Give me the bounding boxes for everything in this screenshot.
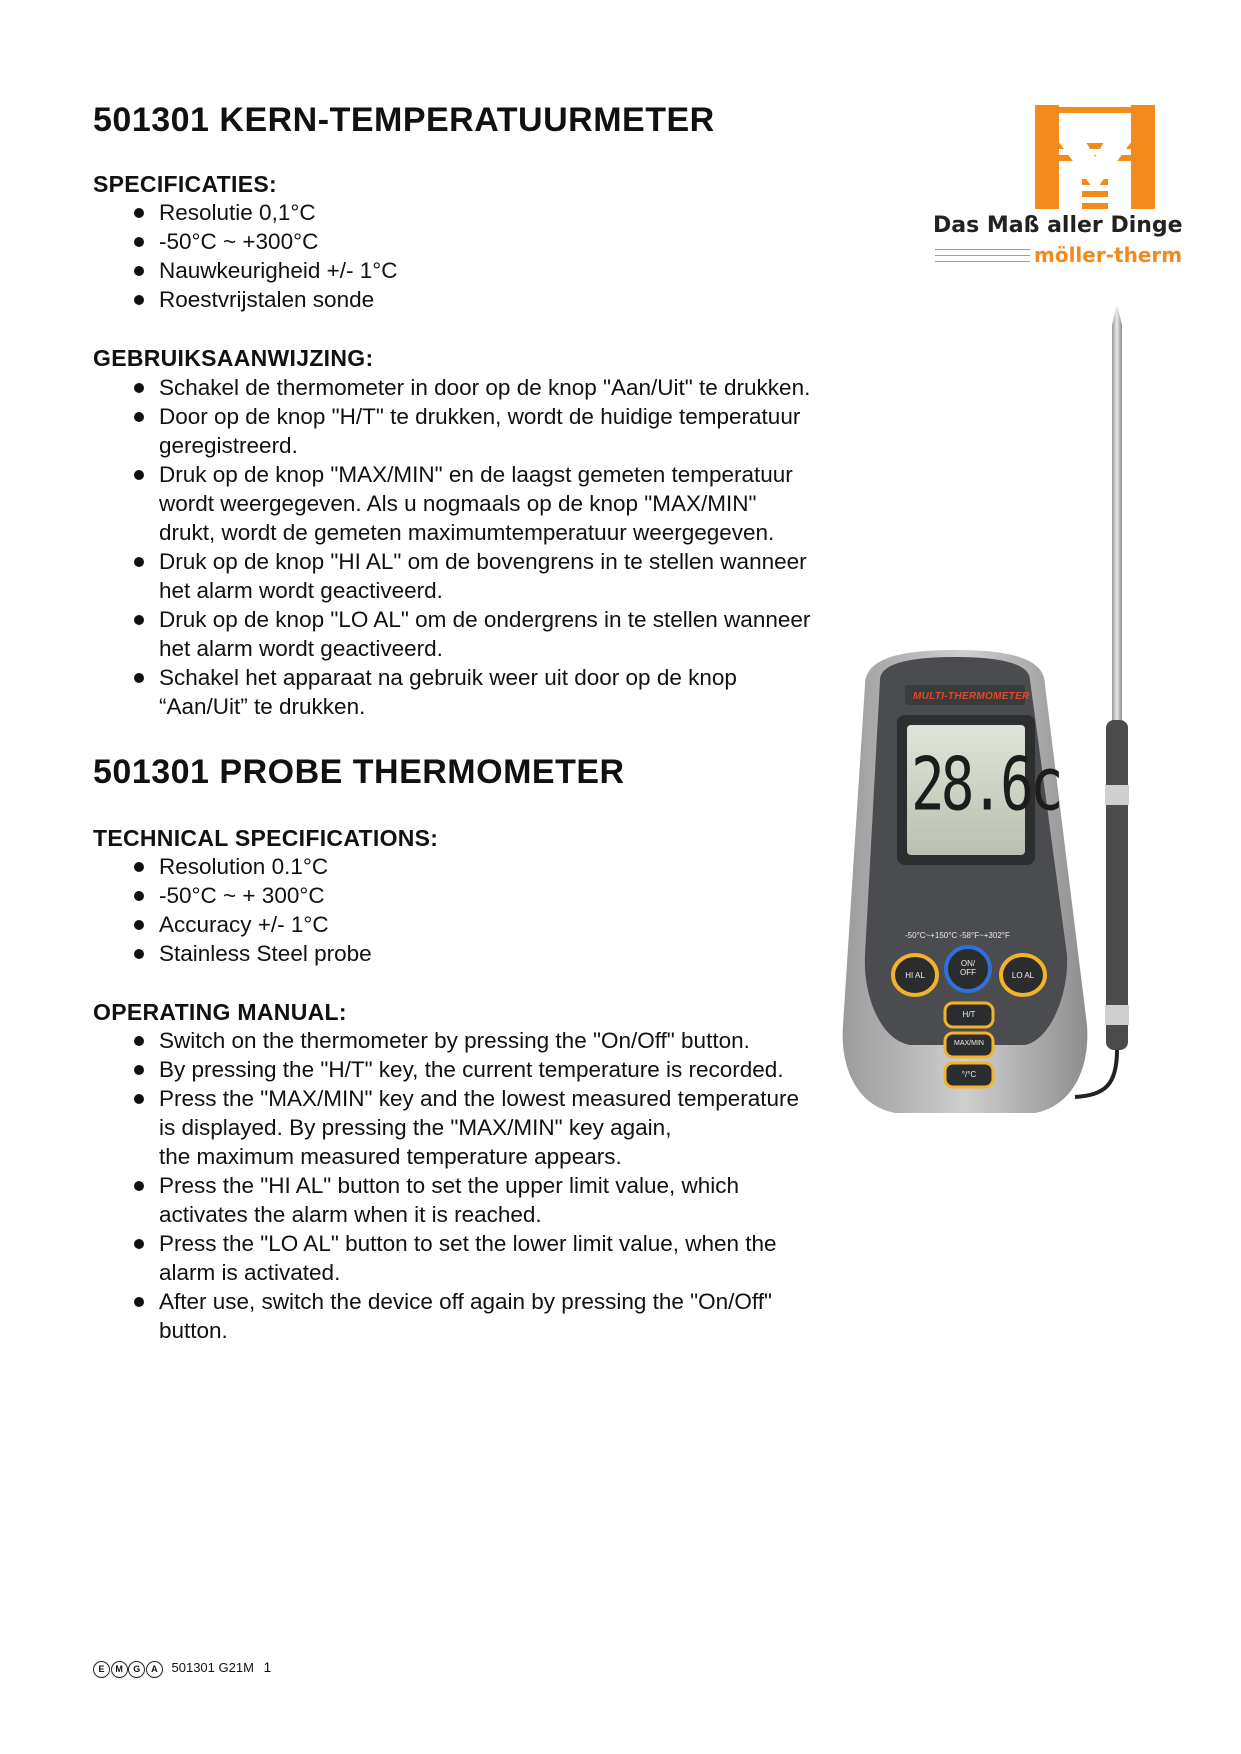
list-item: Schakel de thermometer in door op de knop "Aan/Uit" te drukken. <box>93 373 873 402</box>
logo-underline <box>935 255 1030 256</box>
logo-underline <box>935 261 1030 262</box>
emga-badge: G <box>128 1661 145 1678</box>
list-item: -50°C ~ +300°C <box>93 227 398 256</box>
list-item: Druk op de knop "LO AL" om de ondergrens in te stellen wanneer het alarm wordt geactiveerd. <box>93 605 873 663</box>
emga-badge: A <box>146 1661 163 1678</box>
dutch-manual-heading: GEBRUIKSAANWIJZING: <box>93 345 374 371</box>
list-item: Accuracy +/- 1°C <box>93 910 372 939</box>
unit-button-label: °/°C <box>961 1070 977 1079</box>
device-display-reading: 28.6c <box>911 743 1060 828</box>
m-logo-icon <box>930 105 1160 215</box>
dutch-title: 501301 KERN-TEMPERATUURMETER <box>93 101 715 139</box>
list-item: Druk op de knop "MAX/MIN" en de laagst gemeten temperatuur wordt weergegeven. Als u nogmaals op de knop "MAX/MIN" drukt, wordt de gemeten maximumtemperatuur weergegeven. <box>93 460 873 547</box>
thermometer-photo <box>835 305 1165 1195</box>
list-item: Roestvrijstalen sonde <box>93 285 398 314</box>
logo-brand: möller-therm <box>1034 243 1183 267</box>
dutch-manual-list <box>93 373 873 721</box>
on-off-button-label: ON/ OFF <box>960 959 976 977</box>
moller-therm-logo <box>930 105 1183 275</box>
emga-badge: M <box>111 1661 128 1678</box>
logo-tagline: Das Maß aller Dinge <box>933 213 1183 238</box>
list-item: Press the "MAX/MIN" key and the lowest measured temperature is displayed. By pressing the "MAX/MIN" key again, the maximum measured temperature appears. <box>93 1084 873 1171</box>
page-number: 1 <box>263 1659 272 1675</box>
english-manual-list <box>93 1026 873 1345</box>
english-title: 501301 PROBE THERMOMETER <box>93 753 625 791</box>
list-item: Druk op de knop "HI AL" om de bovengrens in te stellen wanneer het alarm wordt geactiveerd. <box>93 547 873 605</box>
list-item: Switch on the thermometer by pressing the "On/Off" button. <box>93 1026 873 1055</box>
list-item: Resolutie 0,1°C <box>93 198 398 227</box>
footer-code: 501301 G21M <box>171 1660 254 1675</box>
list-item: Nauwkeurigheid +/- 1°C <box>93 256 398 285</box>
dutch-specs-list <box>93 198 398 314</box>
list-item: Schakel het apparaat na gebruik weer uit door op de knop “Aan/Uit” te drukken. <box>93 663 873 721</box>
list-item: Resolution 0.1°C <box>93 852 372 881</box>
emga-badge: E <box>93 1661 110 1678</box>
english-specs-heading: TECHNICAL SPECIFICATIONS: <box>93 825 439 851</box>
lo-al-button-label: LO AL <box>1011 971 1035 980</box>
english-specs-list <box>93 852 372 968</box>
list-item: Press the "LO AL" button to set the lower limit value, when the alarm is activated. <box>93 1229 873 1287</box>
english-manual-heading: OPERATING MANUAL: <box>93 999 347 1025</box>
logo-underline <box>935 249 1030 250</box>
ht-button-label: H/T <box>962 1010 976 1019</box>
device-range-label: -50°C~+150°C -58°F~+302°F <box>905 931 1010 940</box>
maxmin-button-label: MAX/MIN <box>954 1040 984 1047</box>
footer <box>93 1659 271 1678</box>
list-item: Press the "HI AL" button to set the upper limit value, which activates the alarm when it is reached. <box>93 1171 873 1229</box>
list-item: After use, switch the device off again by pressing the "On/Off" button. <box>93 1287 873 1345</box>
list-item: -50°C ~ + 300°C <box>93 881 372 910</box>
hi-al-button-label: HI AL <box>905 971 925 980</box>
list-item: By pressing the "H/T" key, the current temperature is recorded. <box>93 1055 873 1084</box>
dutch-specs-heading: SPECIFICATIES: <box>93 171 277 197</box>
list-item: Door op de knop "H/T" te drukken, wordt de huidige temperatuur geregistreerd. <box>93 402 873 460</box>
list-item: Stainless Steel probe <box>93 939 372 968</box>
device-brand-label: MULTI-THERMOMETER <box>913 691 1030 702</box>
